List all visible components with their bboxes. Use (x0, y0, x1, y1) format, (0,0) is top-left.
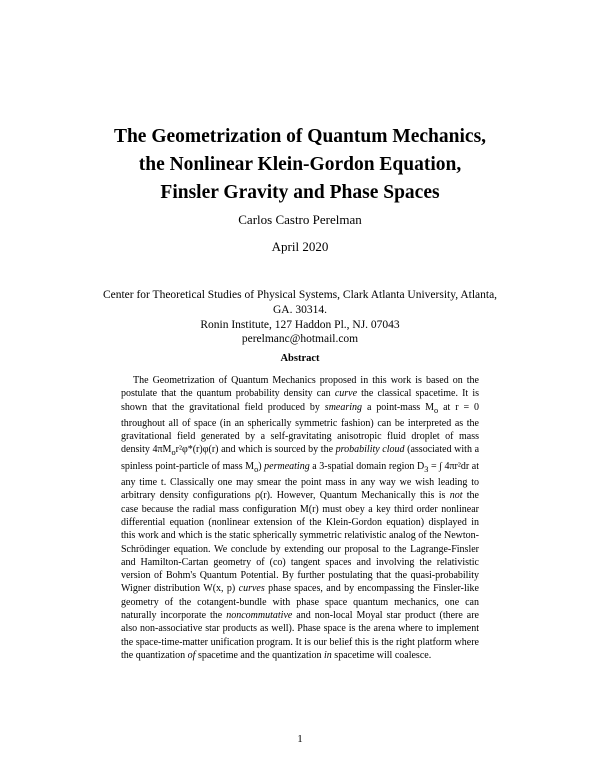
abstract-subscript: 3 (424, 464, 429, 474)
abstract-emphasis: noncommutative (226, 610, 293, 622)
abstract-text: a 3-spatial domain region D (309, 460, 425, 472)
abstract-text: (associated with a spinless point-particle of mass M (121, 444, 480, 472)
abstract-emphasis: probability cloud (335, 444, 405, 456)
affiliation-block (60, 288, 540, 347)
abstract-subscript: o (434, 405, 439, 415)
affiliation-line: Center for Theoretical Studies of Physical Systems, Clark Atlanta University, Atlanta, (102, 289, 498, 301)
author-name: Carlos Castro Perelman (238, 212, 362, 227)
title-line: the Nonlinear Klein-Gordon Equation, (138, 154, 462, 175)
title-line: Finsler Gravity and Phase Spaces (160, 182, 440, 203)
abstract-text: the classical spacetime. It is shown that the gravitational field produced by (121, 388, 479, 413)
abstract-text: spacetime and the quantization (195, 649, 325, 661)
abstract-heading: Abstract (280, 353, 320, 364)
publication-date: April 2020 (271, 239, 329, 254)
abstract-text: and non-local Moyal star product (there are also non-associative star products as well). Phase space is the arena where to implement the space-time-matter unification program. It is our belief this is the right platform where the quantization (121, 610, 479, 661)
abstract-subscript: o (171, 448, 176, 458)
abstract-text: phase spaces, and by encompassing the Finsler-like geometry of the cotangent-bundle with phase space quantum mechanics, one can naturally incorporate the (121, 583, 479, 622)
abstract-subscript: o (254, 464, 259, 474)
abstract-emphasis: smearing (324, 401, 363, 413)
abstract-text: a point-mass M (362, 401, 434, 413)
abstract-text: = ∫ 4πr²dr at any time t. Classically one may smear the point mass in any way we wish leading to arbitrary density configurations ρ(r). However, Quantum Mechanically this is (121, 460, 479, 502)
abstract-emphasis: curve (334, 388, 358, 400)
page-number: 1 (297, 733, 303, 745)
abstract-text: The Geometrization of Quantum Mechanics proposed in this work is based on the postulate that the quantum probability density can (121, 375, 479, 400)
abstract-text: ) (258, 460, 265, 472)
abstract-text: at r = 0 throughout all of space (in an spherically symmetric fashion) can be interpreted as the gravitational field generated by a self-gravitating anisotropic fluid droplet of mass density 4πM (121, 401, 480, 456)
abstract-emphasis: permeating (264, 460, 310, 472)
abstract-text: the case because the radial mass configuration M(r) must obey a key third order nonlinear differential equation (nonlinear extension of the Klein-Gordon equation) displayed in this work and which is the static spherically symmetric relativistic analog of the Newton-Schrödinger equation. We conclude by extending our proposal to the Lagrange-Finsler and Hamilton-Cartan geometry of (co) tangent spaces and involving the relativistic version of Bohm's Quantum Potential. By further postulating that the quasi-probability Wigner distribution W(x, p) (121, 490, 479, 595)
email-address: perelmanc@hotmail.com (241, 333, 359, 346)
affiliation-line: GA. 30314. (273, 303, 327, 316)
paper-title (40, 123, 560, 207)
affiliation-line: Ronin Institute, 127 Haddon Pl., NJ. 07043 (200, 318, 400, 331)
abstract-text: spacetime will coalesce. (331, 649, 432, 661)
abstract-body (121, 374, 479, 662)
abstract-emphasis: of (187, 649, 196, 661)
abstract-emphasis: curves (238, 583, 265, 595)
title-line: The Geometrization of Quantum Mechanics, (113, 126, 487, 147)
abstract-emphasis: in (324, 649, 332, 661)
abstract-emphasis: not (449, 490, 463, 502)
abstract-text: r²φ*(r)φ(r) and which is sourced by the (175, 444, 336, 456)
